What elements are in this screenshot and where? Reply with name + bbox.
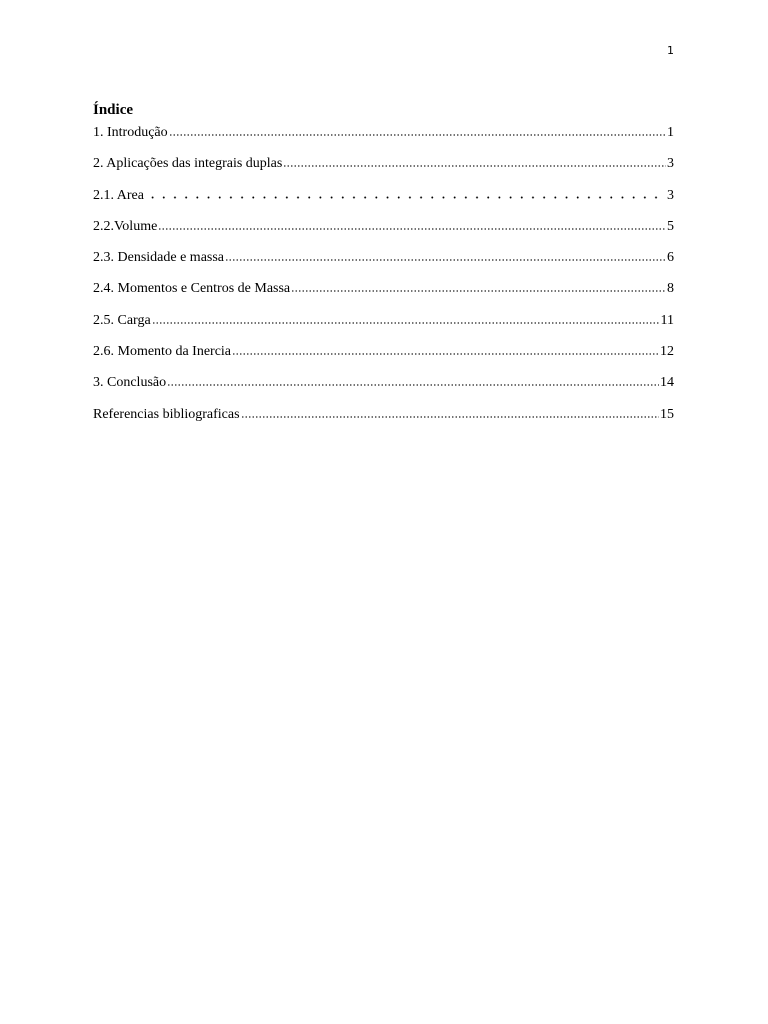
dot-leader bbox=[241, 406, 659, 418]
dot-leader bbox=[167, 374, 659, 386]
toc-entry-page: 6 bbox=[667, 250, 674, 266]
toc-entry-page: 1 bbox=[667, 125, 674, 140]
dot-leader bbox=[145, 187, 666, 199]
toc-entry-label: 2.5. Carga bbox=[93, 312, 151, 328]
toc-entry-momentos-centros[interactable] bbox=[93, 280, 674, 311]
dot-leader bbox=[152, 312, 660, 324]
toc-entry-page: 5 bbox=[667, 218, 674, 234]
toc-entry-page: 15 bbox=[660, 406, 674, 422]
toc-entry-label: Referencias bibliograficas bbox=[93, 406, 240, 422]
table-of-contents bbox=[93, 100, 674, 437]
dot-leader bbox=[158, 218, 666, 230]
toc-entry-area[interactable] bbox=[93, 187, 674, 218]
dot-leader bbox=[291, 280, 666, 292]
toc-entry-page: 12 bbox=[660, 344, 674, 360]
dot-leader bbox=[225, 249, 666, 261]
toc-entry-densidade-massa[interactable] bbox=[93, 249, 674, 280]
toc-entry-momento-inercia[interactable] bbox=[93, 343, 674, 374]
toc-entry-label: 2.2.Volume bbox=[93, 218, 158, 234]
toc-title: Índice bbox=[93, 102, 134, 118]
toc-entry-carga[interactable] bbox=[93, 312, 674, 343]
toc-entry-label: 1. Introdução bbox=[93, 125, 168, 140]
dot-leader bbox=[232, 343, 659, 355]
toc-entry-label: 2.6. Momento da Inercia bbox=[93, 344, 232, 360]
toc-entry-page: 3 bbox=[667, 156, 674, 172]
toc-entry-referencias[interactable] bbox=[93, 406, 674, 437]
toc-entry-label: 2. Aplicações das integrais duplas bbox=[93, 156, 283, 172]
toc-entry-label: 2.1. Area bbox=[93, 187, 144, 203]
toc-entry-introducao[interactable] bbox=[93, 124, 674, 155]
toc-entry-label: 2.4. Momentos e Centros de Massa bbox=[93, 281, 291, 297]
toc-entry-aplicacoes[interactable] bbox=[93, 155, 674, 186]
toc-entry-volume[interactable] bbox=[93, 218, 674, 249]
toc-entry-label: 3. Conclusão bbox=[93, 375, 167, 391]
toc-entry-label: 2.3. Densidade e massa bbox=[93, 250, 225, 266]
toc-entry-page: 3 bbox=[667, 187, 674, 203]
toc-entry-conclusao[interactable] bbox=[93, 374, 674, 405]
toc-entry-page: 11 bbox=[660, 312, 674, 328]
toc-entry-page: 8 bbox=[667, 281, 674, 297]
dot-leader bbox=[283, 155, 666, 167]
toc-entry-page: 14 bbox=[660, 375, 674, 391]
dot-leader bbox=[169, 124, 666, 136]
page-number: 1 bbox=[667, 44, 674, 57]
